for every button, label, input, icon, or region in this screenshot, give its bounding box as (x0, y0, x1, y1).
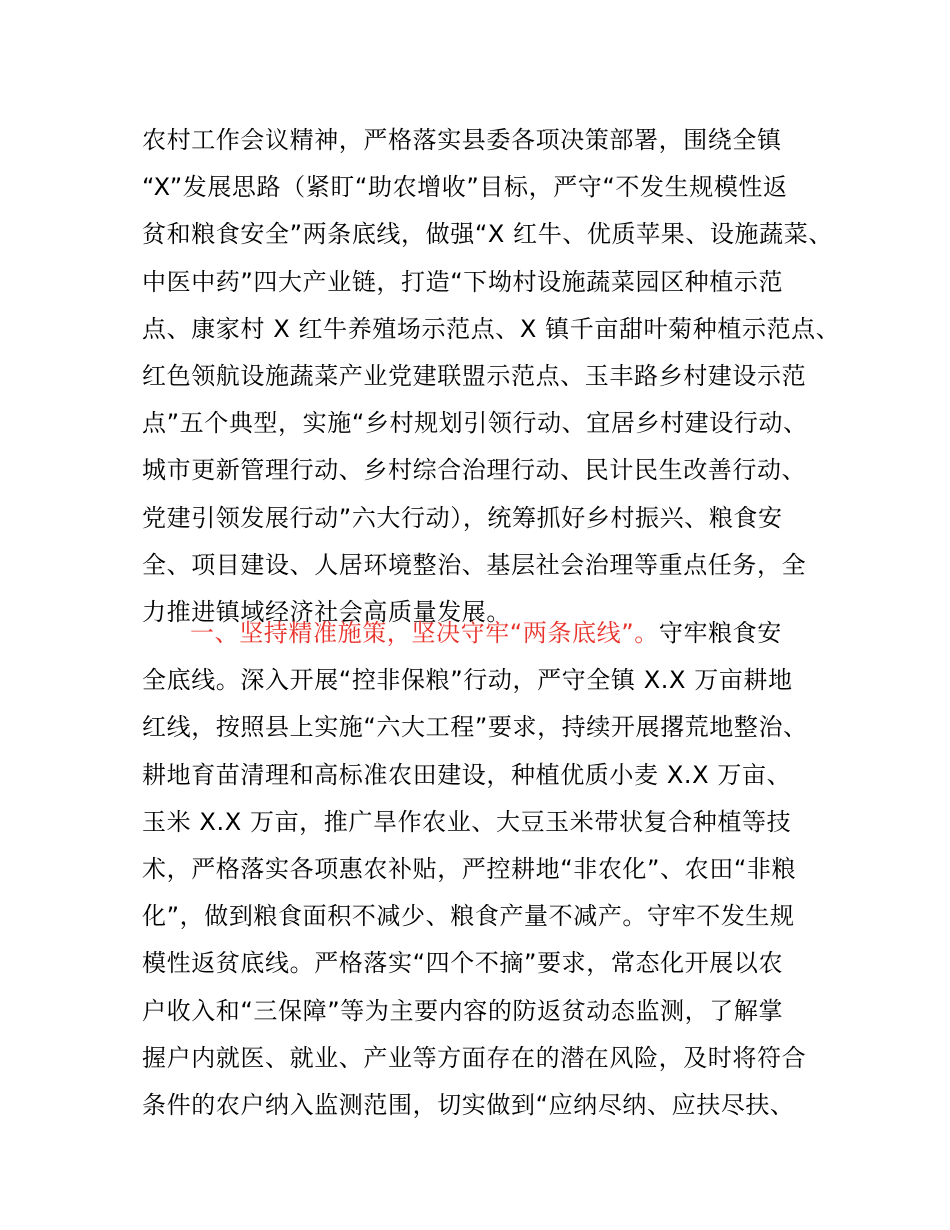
text-line: 红线，按照县上实施“六大工程”要求，持续开展撂荒地整治、 (142, 713, 808, 742)
text-line: 全底线。深入开展“控非保粮”行动，严守全镇 X.X 万亩耕地 (142, 666, 793, 695)
paragraph-section-one (142, 610, 832, 1129)
text-line: 户收入和“三保障”等为主要内容的防返贫动态监测，了解掌 (142, 996, 784, 1025)
text-line: 握户内就医、就业、产业等方面存在的潜在风险，及时将符合 (142, 1043, 807, 1072)
text-line: 玉米 X.X 万亩，推广旱作农业、大豆玉米带状复合种植等技 (142, 807, 792, 836)
text-line: 耕地育苗清理和高标准农田建设，种植优质小麦 X.X 万亩、 (142, 760, 792, 789)
text-line: 条件的农户纳入监测范围，切实做到“应纳尽纳、应扶尽扶、 (142, 1090, 795, 1119)
text-line: 全、项目建设、人居环境整治、基层社会治理等重点任务，全 (142, 550, 807, 579)
section-heading: 一、坚持精准施策，坚决守牢“两条底线”。 (190, 619, 659, 647)
text-line: 点、康家村 X 红牛养殖场示范点、X 镇千亩甜叶菊种植示范点、 (142, 314, 841, 343)
text-line: 模性返贫底线。严格落实“四个不摘”要求，常态化开展以农 (142, 949, 784, 978)
text-line: 力推进镇域经济社会高质量发展。 (142, 597, 511, 626)
text-line: 城市更新管理行动、乡村综合治理行动、民计民生改善行动、 (142, 456, 807, 485)
text-line: 术，严格落实各项惠农补贴，严控耕地“非农化”、农田“非粮 (142, 854, 797, 883)
section-first-line (142, 610, 832, 657)
text-line: 化”，做到粮食面积不减少、粮食产量不减产。守牢不发生规 (142, 902, 795, 931)
text-line: 点”五个典型，实施“乡村规划引领行动、宜居乡村建设行动、 (142, 409, 808, 438)
text-line: 贫和粮食安全”两条底线，做强“X 红牛、优质苹果、设施蔬菜、 (142, 220, 833, 249)
text-line: “X”发展思路（紧盯“助农增收”目标，严守“不发生规模性返 (142, 173, 788, 202)
text-line: 中医中药”四大产业链，打造“下坳村设施蔬菜园区种植示范 (142, 267, 784, 296)
text-line: 党建引领发展行动”六大行动），统筹抓好乡村振兴、粮食安 (142, 503, 783, 532)
text-line: 农村工作会议精神，严格落实县委各项决策部署，围绕全镇 (142, 126, 782, 154)
text-line: 红色领航设施蔬菜产业党建联盟示范点、玉丰路乡村建设示范 (142, 361, 807, 390)
section-heading-continuation: 守牢粮食安 (658, 619, 782, 647)
paragraph-intro (142, 117, 841, 636)
